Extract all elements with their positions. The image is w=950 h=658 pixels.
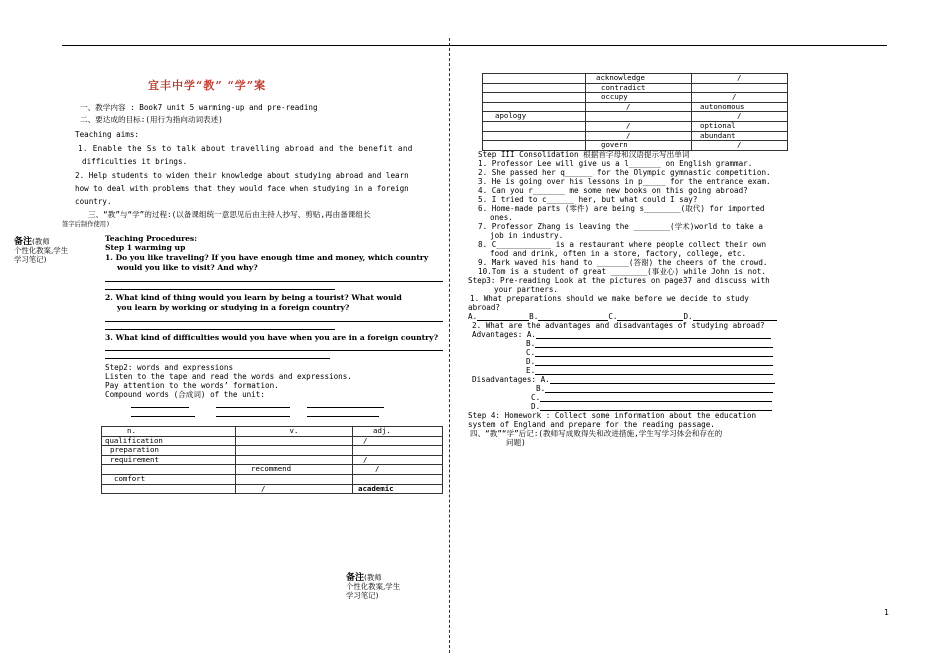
answer-blank xyxy=(535,348,773,357)
consolidation-item-10: 10.Tom is a student of great ________(事业心) while John is not. xyxy=(478,267,766,276)
advantages-row-d xyxy=(526,357,773,366)
side-note-middle xyxy=(346,574,400,600)
blank-line xyxy=(307,407,384,408)
answer-blank xyxy=(540,402,772,411)
table-cell: contradict xyxy=(586,83,692,93)
question-1b: would you like to visit? And why? xyxy=(117,263,258,272)
table-cell xyxy=(102,484,236,494)
answer-line xyxy=(105,321,443,322)
table-cell: / xyxy=(586,121,692,131)
table-cell: / xyxy=(692,112,788,122)
aim-2c: country. xyxy=(75,197,112,206)
answer-line xyxy=(105,350,443,351)
table-row xyxy=(102,474,443,484)
table-cell: / xyxy=(692,141,788,151)
step-1-heading: Step 1 warming up xyxy=(105,243,186,252)
table-cell xyxy=(236,446,353,456)
advantages-row-b xyxy=(526,339,773,348)
answer-line xyxy=(105,329,335,330)
aim-2b: how to deal with problems that they would face when studying in a foreign xyxy=(75,184,409,193)
table-cell xyxy=(353,474,443,484)
table-row xyxy=(483,83,788,93)
table-cell xyxy=(692,83,788,93)
table-cell: / xyxy=(692,93,788,103)
page-number: 1 xyxy=(884,608,890,617)
table-cell: occupy xyxy=(586,93,692,103)
table-cell: autonomous xyxy=(692,102,788,112)
table-row xyxy=(102,484,443,494)
letter-b: B. xyxy=(536,384,546,393)
option-b: B. xyxy=(529,312,539,321)
word-forms-table-continued xyxy=(482,73,788,151)
step-2-compound: Compound words (合成词) of the unit: xyxy=(105,390,265,399)
column-divider xyxy=(449,38,450,653)
disadvantages-row-d xyxy=(531,402,772,411)
letter-c: C. xyxy=(526,348,536,357)
table-cell: / xyxy=(353,465,443,475)
table-cell xyxy=(236,474,353,484)
aim-2a: 2. Help students to widen their knowledge about studying abroad and learn xyxy=(75,171,409,180)
table-cell: govern xyxy=(586,141,692,151)
word-forms-table xyxy=(101,426,443,494)
disadvantages-row-a xyxy=(472,375,775,384)
table-cell xyxy=(483,131,586,141)
blank-line xyxy=(131,407,189,408)
answer-options-row xyxy=(468,312,777,321)
aim-1b: difficulties it brings. xyxy=(82,157,188,166)
table-cell: / xyxy=(586,131,692,141)
answer-blank xyxy=(617,312,683,321)
table-cell: / xyxy=(353,436,443,446)
disadvantages-label: Disadvantages: A. xyxy=(472,375,550,384)
answer-blank xyxy=(535,366,773,375)
table-row xyxy=(483,74,788,84)
page-title: 宜丰中学“教” “学”案 xyxy=(148,79,267,92)
teaching-procedures: Teaching Procedures: xyxy=(105,234,198,243)
step-4-homework-b: system of England and prepare for the reading passage. xyxy=(468,420,715,429)
question-3: 3. What kind of difficulties would you have when you are in a foreign country? xyxy=(105,333,439,342)
table-cell xyxy=(483,121,586,131)
answer-line xyxy=(105,281,443,282)
table-header: adj. xyxy=(353,427,443,437)
side-note-line2: 个性化教案,学生 xyxy=(346,581,401,591)
section-3-note: 签字后制作使用) xyxy=(62,221,110,228)
consolidation-item-4: 4. Can you r_______ me some new books on this going abroad? xyxy=(478,186,748,195)
table-row xyxy=(483,131,788,141)
table-cell xyxy=(586,112,692,122)
question-1a: 1. Do you like traveling? If you have enough time and money, which country xyxy=(105,253,429,262)
table-cell: requirement xyxy=(102,455,236,465)
answer-line xyxy=(105,358,330,359)
answer-blank xyxy=(693,312,777,321)
answer-blank xyxy=(550,375,775,384)
consolidation-item-2: 2. She passed her q______ for the Olympic gymnastic competition. xyxy=(478,168,771,177)
option-c: C. xyxy=(608,312,618,321)
table-header-row xyxy=(102,427,443,437)
step-4-homework: Step 4: Homework : Collect some information about the education xyxy=(468,411,757,420)
prereading-question-1b: abroad? xyxy=(468,303,501,312)
prereading-question-2: 2. What are the advantages and disadvantages of studying abroad? xyxy=(472,321,765,330)
table-cell xyxy=(483,74,586,84)
question-2a: 2. What kind of thing would you learn by being a tourist? What would xyxy=(105,293,402,302)
table-cell xyxy=(353,446,443,456)
step-3-prereading: Step3: Pre-reading Look at the pictures on page37 and discuss with xyxy=(468,276,770,285)
side-note-left xyxy=(14,238,68,264)
table-cell: qualification xyxy=(102,436,236,446)
side-note-line2: 个性化教案,学生 xyxy=(14,245,69,255)
answer-blank xyxy=(535,339,773,348)
table-header: n. xyxy=(102,427,236,437)
side-note-line3: 学习笔记) xyxy=(14,254,47,264)
table-cell: optional xyxy=(692,121,788,131)
blank-line xyxy=(131,416,195,417)
table-header: v. xyxy=(236,427,353,437)
advantages-row-c xyxy=(526,348,773,357)
consolidation-item-7: 7. Professor Zhang is leaving the ________(学术)world to take a xyxy=(478,222,763,231)
side-note-line3: 学习笔记) xyxy=(346,590,379,600)
disadvantages-row-b xyxy=(536,384,773,393)
blank-line xyxy=(216,407,290,408)
answer-blank xyxy=(538,312,608,321)
table-cell: abundant xyxy=(692,131,788,141)
letter-d: D. xyxy=(526,357,536,366)
table-cell: / xyxy=(692,74,788,84)
answer-line xyxy=(105,289,335,290)
letter-d: D. xyxy=(531,402,541,411)
table-cell: academic xyxy=(353,484,443,494)
answer-blank xyxy=(536,330,771,339)
letter-e: E. xyxy=(526,366,536,375)
consolidation-item-1: 1. Professor Lee will give us a l_______ on English grammar. xyxy=(478,159,753,168)
consolidation-item-3: 3. He is going over his lessons in p_____ for the entrance exam. xyxy=(478,177,771,186)
consolidation-item-6: 6. Home-made parts (零件) are being s________(取代) for imported xyxy=(478,204,765,213)
table-cell xyxy=(483,141,586,151)
table-cell: / xyxy=(586,102,692,112)
side-note-title: 备注 xyxy=(14,237,33,247)
table-row xyxy=(102,465,443,475)
section-3-process: 三、“教”与“学”的过程:(以备课组统一意思见后由主持人抄写、剪贴,再由备课组长 xyxy=(88,210,371,219)
table-cell xyxy=(483,83,586,93)
answer-blank xyxy=(540,393,772,402)
table-cell: / xyxy=(353,455,443,465)
table-cell xyxy=(483,93,586,103)
advantages-row-a xyxy=(472,330,771,339)
table-row xyxy=(483,121,788,131)
table-row xyxy=(483,102,788,112)
table-cell: comfort xyxy=(102,474,236,484)
step-2-heading: Step2: words and expressions xyxy=(105,363,234,372)
consolidation-item-5: 5. I tried to c______ her, but what could I say? xyxy=(478,195,698,204)
letter-c: C. xyxy=(531,393,541,402)
prereading-question-1: 1. What preparations should we make before we decide to study xyxy=(470,294,749,303)
option-d: D. xyxy=(683,312,693,321)
table-row xyxy=(483,141,788,151)
advantages-label: Advantages: A. xyxy=(472,330,537,339)
section-1-content: 一、教学内容 : Book7 unit 5 warming-up and pre-reading xyxy=(80,103,318,112)
blank-line xyxy=(216,416,290,417)
table-row xyxy=(102,446,443,456)
table-cell: / xyxy=(236,484,353,494)
top-rule xyxy=(62,45,887,46)
table-cell xyxy=(236,436,353,446)
consolidation-item-9: 9. Mark waved his hand to _______(答谢) the cheers of the crowd. xyxy=(478,258,768,267)
option-a: A. xyxy=(468,312,478,321)
table-cell: preparation xyxy=(102,446,236,456)
step-2-pay-attention: Pay attention to the words’ formation. xyxy=(105,381,279,390)
table-cell: apology xyxy=(483,112,586,122)
step-2-listen: Listen to the tape and read the words and expressions. xyxy=(105,372,352,381)
section-2-goals: 二、要达成的目标:(用行为指向动词表述) xyxy=(80,115,223,124)
consolidation-item-8: 8. C____________ is a restaurant where people collect their own xyxy=(478,240,767,249)
consolidation-item-8b: food and drink, often in a store, factory, college, etc. xyxy=(490,249,747,258)
side-note-title: 备注 xyxy=(346,573,365,583)
answer-blank xyxy=(545,384,773,393)
consolidation-item-6b: ones. xyxy=(490,213,513,222)
disadvantages-row-c xyxy=(531,393,772,402)
teaching-aims-label: Teaching aims: xyxy=(75,130,140,139)
table-cell: acknowledge xyxy=(586,74,692,84)
blank-line xyxy=(307,416,379,417)
table-cell: recommend xyxy=(236,465,353,475)
question-2b: you learn by working or studying in a foreign country? xyxy=(117,303,350,312)
section-4-postscript-b: 问题) xyxy=(506,438,526,447)
step-3-consolidation: Step III Consolidation 根据首字母和汉语提示写出单词 xyxy=(478,150,690,159)
side-note-paren: (教师 xyxy=(364,573,382,582)
answer-blank xyxy=(535,357,773,366)
side-note-paren: (教师 xyxy=(32,237,50,246)
table-row xyxy=(483,93,788,103)
aim-1a: 1. Enable the Ss to talk about travelling abroad and the benefit and xyxy=(78,144,413,153)
letter-b: B. xyxy=(526,339,536,348)
answer-blank xyxy=(477,312,529,321)
consolidation-item-7b: job in industry. xyxy=(490,231,564,240)
advantages-row-e xyxy=(526,366,773,375)
table-row xyxy=(483,112,788,122)
section-4-postscript: 四、“教”“学”后记:(教师写成败得失和改进措施,学生写学习体会和存在的 xyxy=(470,429,723,438)
step-3-prereading-b: your partners. xyxy=(494,285,559,294)
